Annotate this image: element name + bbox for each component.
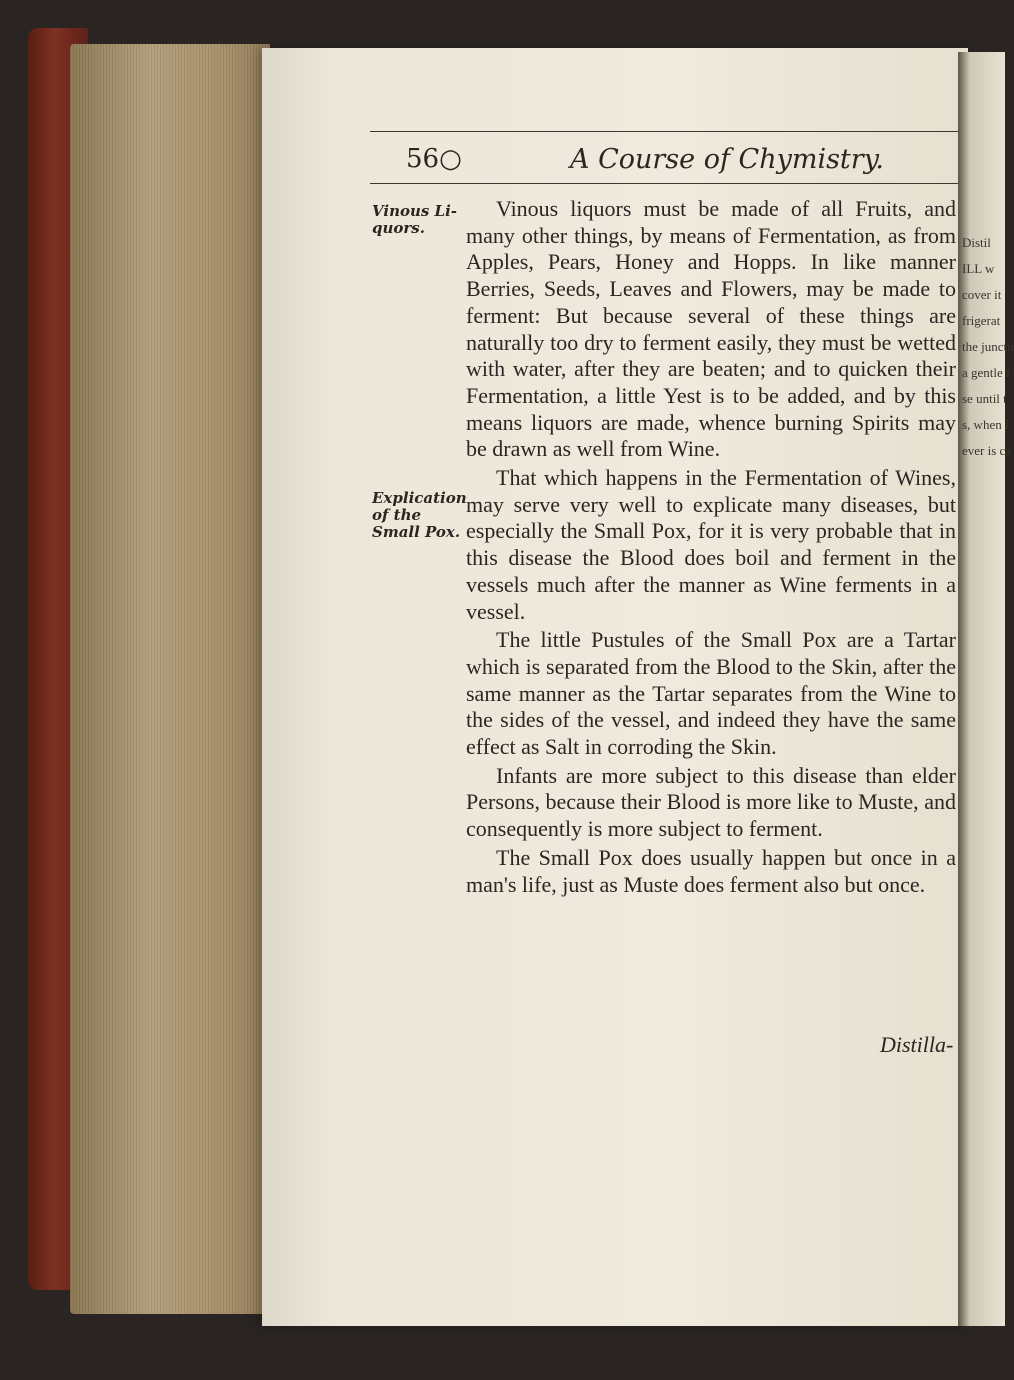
adjacent-fragment: frigerat xyxy=(962,313,1001,328)
adjacent-fragment: the junctu xyxy=(962,339,1014,354)
paragraph: The little Pustules of the Small Pox are a Tartar which is separated from the Blood to the Skin, after the same manner as the Tartar separates from the Wine to the sides of the vessel, and indeed they have the same effect as Salt in corroding the Skin. xyxy=(466,627,956,760)
margin-note-vinous-liquors: Vinous Li-quors. xyxy=(372,202,458,237)
margin-note-small-pox: Explication of the Small Pox. xyxy=(372,489,467,541)
paragraph: The Small Pox does usually happen but once in a man's life, just as Muste does ferment also but once. xyxy=(466,844,956,897)
body-text xyxy=(466,196,956,898)
adjacent-fragment: ILL w xyxy=(962,261,995,276)
paragraph: Infants are more subject to this disease than elder Persons, because their Blood is more like to Muste, and consequently is more subject to ferment. xyxy=(466,762,956,842)
catchword: Distilla- xyxy=(880,1032,954,1057)
adjacent-page-text xyxy=(962,230,1014,464)
header-rule-top xyxy=(370,131,958,132)
page-fore-edge xyxy=(70,44,270,1314)
paragraph: Vinous liquors must be made of all Fruits, and many other things, by means of Fermentation, as from Apples, Pears, Honey and Hopps. In like manner Berries, Seeds, Leaves and Flowers, may be made to ferment: But because several of these things are naturally too dry to ferment easily, they must be wetted with water, after they are beaten; and to quicken their Fermentation, a little Yest is to be added, and by this means liquors are made, whence burning Spirits may be drawn as well from Wine. xyxy=(466,196,956,462)
header-rule-bottom xyxy=(370,183,958,184)
paragraph: That which happens in the Fermentation of Wines, may serve very well to explicate many diseases, but especially the Small Pox, for it is very probable that in this disease the Blood does boil and ferment in the vessels much after the manner as Wine ferments in a vessel. xyxy=(466,465,956,624)
page-number: 56○ xyxy=(406,144,462,174)
adjacent-fragment: s, when f xyxy=(962,417,1010,432)
adjacent-fragment: se until t xyxy=(962,391,1007,406)
page-header xyxy=(370,142,958,182)
running-title: A Course of Chymistry. xyxy=(570,144,884,175)
adjacent-fragment: cover it xyxy=(962,287,1002,302)
adjacent-fragment: ever is ca xyxy=(962,443,1012,458)
adjacent-fragment: a gentle f xyxy=(962,365,1011,380)
adjacent-fragment: Distil xyxy=(962,235,991,250)
